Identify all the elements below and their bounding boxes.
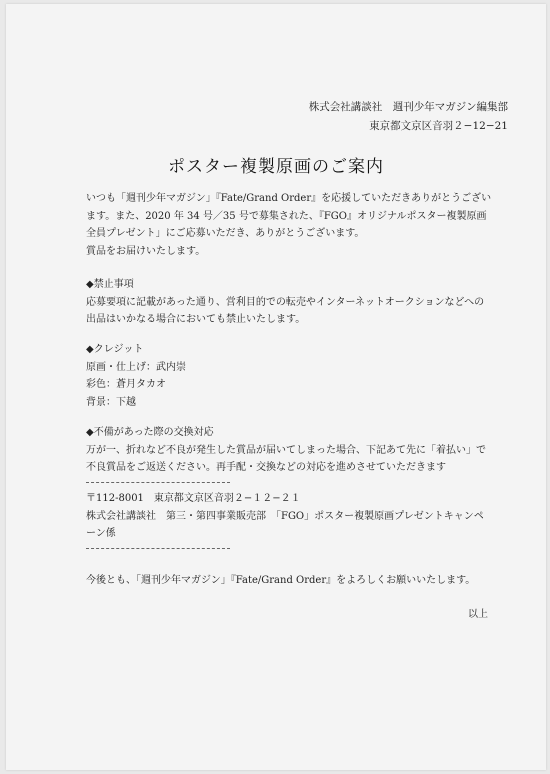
return-address-block [86,490,496,543]
letter-page [6,4,546,770]
section-line: 万が一、折れなど不良が発生した賞品が届いてしまった場合、下記あて先に「着払い」で [86,444,486,456]
intro-line: いつも「週刊少年マガジン」『Fate/Grand Order』を応援していただきありがとうござい [86,193,492,204]
address-line: 株式会社講談社 第三・第四事業販売部 「FGO」ポスター複製原画プレゼントキャンペ [86,510,484,522]
prohibited-section [86,276,496,329]
sender-block [309,98,508,136]
closing-text: 今後とも、「週刊少年マガジン」『Fate/Grand Order』をよろしくお願いいたします。 [86,575,476,586]
intro-line: ます。また、2020 年 34 号／35 号で募集された、『FGO』オリジナルポスター複製原画 [86,210,487,222]
sender-address: 東京都文京区音羽２−12−21 [369,120,508,132]
page-title: ポスター複製原画のご案内 [168,157,384,177]
intro-paragraph [86,190,496,260]
credits-section [86,341,496,411]
section-heading: ◆クレジット [86,344,144,355]
address-line: 〒112-8001 東京都文京区音羽２−１２−２１ [86,493,301,504]
dashed-divider [86,482,230,483]
credit-line: 背景：下越 [86,396,136,408]
end-mark: 以上 [468,609,488,620]
closing-line [86,572,496,590]
exchange-section [86,424,496,477]
intro-line: 賞品をお届けいたします。 [86,245,206,257]
intro-line: 全員プレゼント」にご応募いただき、ありがとうございます。 [86,228,365,239]
address-line: ーン係 [86,528,116,539]
credit-line: 原画・仕上げ：武内崇 [86,361,186,373]
sender-company: 株式会社講談社 週刊少年マガジン編集部 [308,101,508,113]
section-heading: ◆禁止事項 [86,279,134,290]
dashed-divider [86,548,230,549]
section-line: 応募要項に記載があった通り、営利目的での転売やインターネットオークションなどへの [86,296,485,308]
section-line: 出品はいかなる場合においても禁止いたします。 [86,314,306,325]
credit-line: 彩色：蒼月タカオ [86,379,166,390]
section-line: 不良賞品をご返送ください。再手配・交換などの対応を進めさせていただきます [86,462,446,473]
section-heading: ◆不備があった際の交換対応 [86,427,214,438]
